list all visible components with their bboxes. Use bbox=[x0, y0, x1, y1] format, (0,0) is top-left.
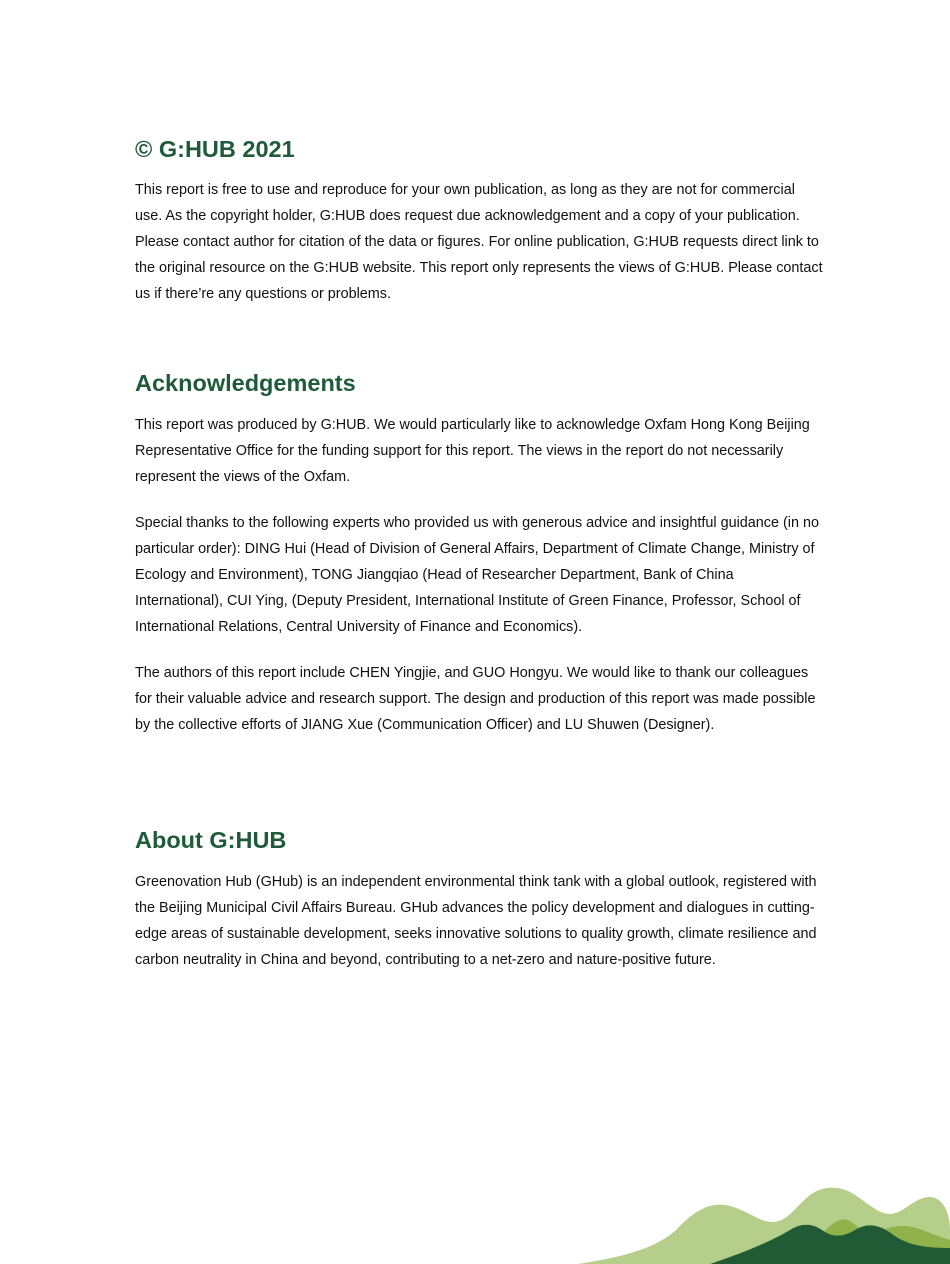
decorative-hills-graphic bbox=[560, 1170, 950, 1264]
about-title: About G:HUB bbox=[135, 827, 287, 853]
copyright-paragraph: This report is free to use and reproduce for your own publication, as long as they are not for commercial use. As the copyright holder, G:HUB does request due acknowledgement and a copy of your publication. Please contact author for citation of the data or figures. For online publication, G:HUB requests direct link to the original resource on the G:HUB website. This report only represents the views of G:HUB. Please contact us if there’re any questions or problems. bbox=[135, 182, 823, 302]
copyright-title: © G:HUB 2021 bbox=[135, 136, 295, 162]
acknowledgements-paragraph-funding: This report was produced by G:HUB. We would particularly like to acknowledge Oxfam Hong Kong Beijing Representative Office for the funding support for this report. The views in the report do not necessarily represent the views of the Oxfam. bbox=[135, 417, 810, 485]
acknowledgements-title: Acknowledgements bbox=[135, 370, 356, 396]
acknowledgements-paragraph-experts: Special thanks to the following experts who provided us with generous advice and insightful guidance (in no particular order): DING Hui (Head of Division of General Affairs, Department of Climate Change, Ministry of Ecology and Environment), TONG Jiangqiao (Head of Researcher Department, Bank of China International), CUI Ying, (Deputy President, International Institute of Green Finance, Professor, School of International Relations, Central University of Finance and Economics). bbox=[135, 515, 819, 635]
about-paragraph: Greenovation Hub (GHub) is an independent environmental think tank with a global outlook, registered with the Beijing Municipal Civil Affairs Bureau. GHub advances the policy development and dialogues in cutting-edge areas of sustainable development, seeks innovative solutions to quality growth, climate resilience and carbon neutrality in China and beyond, contributing to a net-zero and nature-positive future. bbox=[135, 874, 817, 968]
acknowledgements-paragraph-authors: The authors of this report include CHEN Yingjie, and GUO Hongyu. We would like to thank our colleagues for their valuable advice and research support. The design and production of this report was made possible by the collective efforts of JIANG Xue (Communication Officer) and LU Shuwen (Designer). bbox=[135, 665, 816, 733]
